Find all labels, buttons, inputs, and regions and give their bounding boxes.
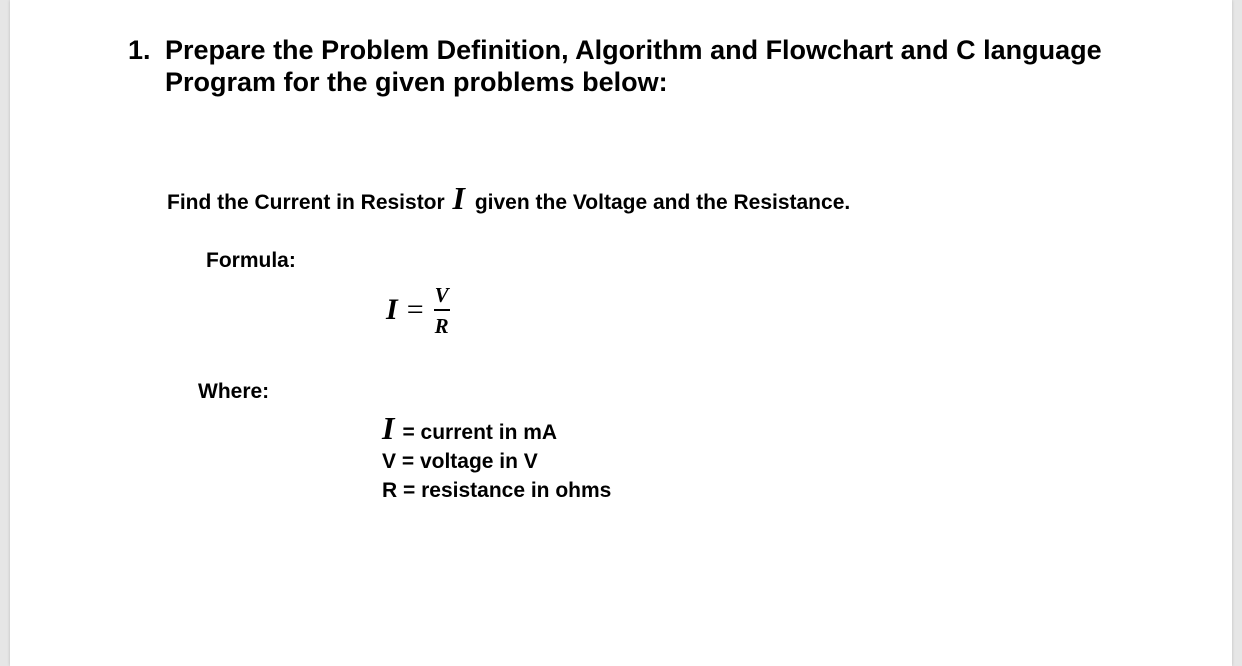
definition-symbol-current: I — [382, 410, 395, 446]
formula-numerator: V — [434, 282, 449, 307]
question-number: 1. — [128, 35, 151, 65]
formula — [386, 278, 450, 342]
question-line-2: Program for the given problems below: — [165, 67, 668, 97]
formula-fraction — [434, 284, 450, 337]
problem-variable: I — [452, 180, 465, 216]
formula-equals: = — [406, 293, 424, 326]
definition-current — [382, 412, 611, 447]
fraction-bar — [434, 309, 450, 311]
formula-lhs: I — [386, 293, 398, 326]
where-label: Where: — [198, 380, 270, 403]
question-line-1: Prepare the Problem Definition, Algorithm and Flowchart and C language — [165, 35, 1102, 65]
problem-text-before: Find the Current in Resistor — [167, 191, 445, 214]
definition-resistance: R = resistance in ohms — [382, 479, 612, 502]
formula-denominator: R — [434, 313, 449, 338]
problem-text-after: given the Voltage and the Resistance. — [474, 191, 851, 214]
document-page — [10, 0, 1232, 666]
definition-voltage: V = voltage in V — [382, 450, 538, 473]
definition-text-current: = current in mA — [402, 421, 558, 444]
problem-statement — [167, 182, 850, 215]
variable-definitions — [382, 412, 611, 505]
formula-label: Formula: — [206, 249, 296, 272]
